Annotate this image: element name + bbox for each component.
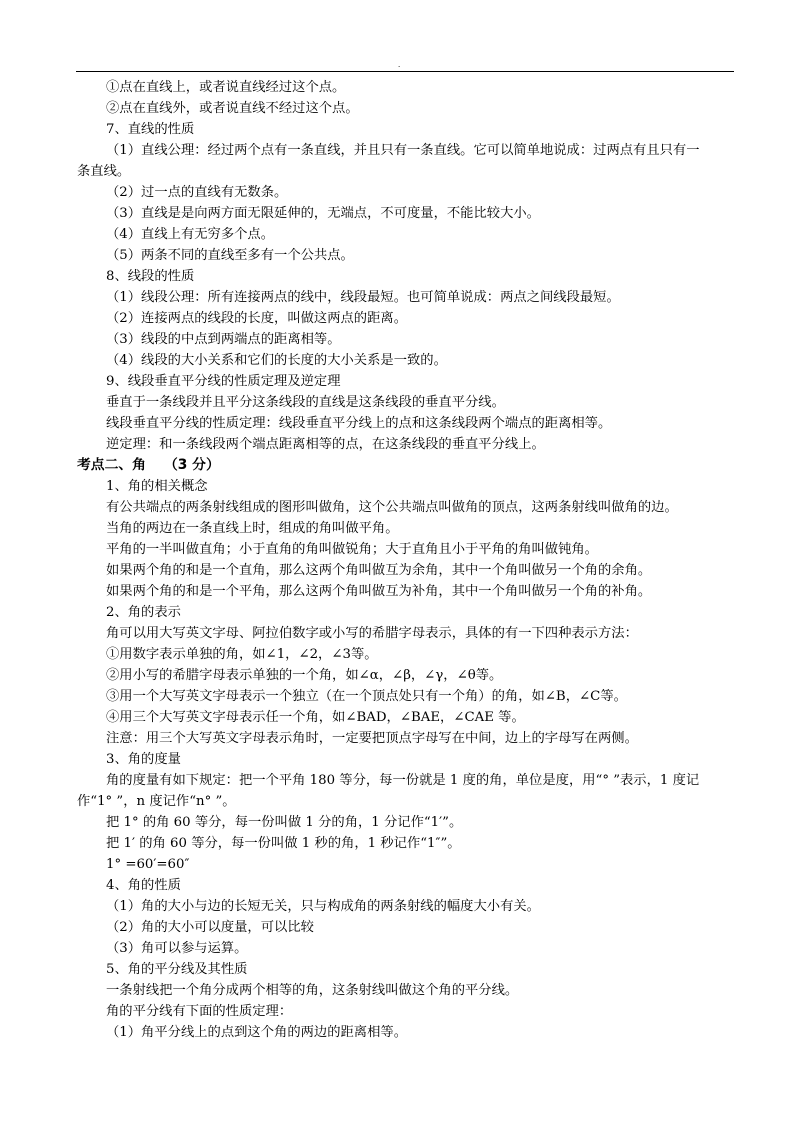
section-heading: 2、角的表示 [106, 605, 181, 620]
text-line: 平角的一半叫做直角；小于直角的角叫做锐角；大于直角且小于平角的角叫做钝角。 [106, 542, 598, 557]
section-heading: 9、线段垂直平分线的性质定理及逆定理 [106, 374, 341, 389]
section-heading: 3、角的度量 [106, 752, 181, 767]
text-line: ②点在直线外，或者说直线不经过这个点。 [106, 101, 359, 116]
text-line: 角可以用大写英文字母、阿拉伯数字或小写的希腊字母表示，具体的有一下四种表示方法： [106, 626, 638, 641]
text-line: 如果两个角的和是一个直角，那么这两个角叫做互为余角，其中一个角叫做另一个角的余角。 [106, 563, 652, 578]
text-line: （1）直线公理：经过两个点有一条直线，并且只有一条直线。它可以简单地说成：过两点有且只有一 [106, 143, 700, 158]
section-heading: 7、直线的性质 [106, 122, 195, 137]
text-line: （4）线段的大小关系和它们的长度的大小关系是一致的。 [106, 353, 447, 368]
text-line: （2）连接两点的线段的长度，叫做这两点的距离。 [106, 311, 407, 326]
text-line: （2）过一点的直线有无数条。 [106, 185, 288, 200]
section-heading: 4、角的性质 [106, 878, 181, 893]
text-line: （1）角平分线上的点到这个角的两边的距离相等。 [106, 1025, 407, 1040]
text-line: 作“1° ”，n 度记作“n° ”。 [77, 794, 236, 809]
text-line: ①用数字表示单独的角，如∠1，∠2，∠3等。 [106, 647, 378, 662]
text-line: （3）角可以参与运算。 [106, 941, 248, 956]
text-line: （3）线段的中点到两端点的距离相等。 [106, 332, 341, 347]
text-line: ②用小写的希腊字母表示单独的一个角，如∠α，∠β，∠γ，∠θ等。 [106, 668, 503, 683]
text-line: （1）线段公理：所有连接两点的线中，线段最短。也可简单说成：两点之间线段最短。 [106, 290, 620, 305]
text-line: 有公共端点的两条射线组成的图形叫做角，这个公共端点叫做角的顶点，这两条射线叫做角的边。 [106, 500, 678, 515]
header-rule [76, 71, 734, 72]
text-line: 角的度量有如下规定：把一个平角 180 等分，每一份就是 1 度的角，单位是度，用“° ”表示，1 度记 [106, 773, 700, 788]
text-line: （3）直线是是向两方面无限延伸的，无端点，不可度量，不能比较大小。 [106, 206, 540, 221]
text-line: 角的平分线有下面的性质定理： [106, 1004, 293, 1019]
text-line: 把 1° 的角 60 等分，每一份叫做 1 分的角，1 分记作“1′”。 [106, 815, 463, 830]
chapter-heading [77, 455, 220, 476]
text-line: 条直线。 [77, 164, 131, 179]
chapter-score: （3 分） [163, 457, 220, 473]
section-heading: 8、线段的性质 [106, 269, 195, 284]
text-line: 把 1′ 的角 60 等分，每一份叫做 1 秒的角，1 秒记作“1″”。 [106, 836, 461, 851]
text-line: 垂直于一条线段并且平分这条线段的直线是这条线段的垂直平分线。 [106, 395, 505, 410]
text-line: 注意：用三个大写英文字母表示角时，一定要把顶点字母写在中间，边上的字母写在两侧。 [106, 731, 638, 746]
text-line: 一条射线把一个角分成两个相等的角，这条射线叫做这个角的平分线。 [106, 983, 519, 998]
text-line: 逆定理：和一条线段两个端点距离相等的点，在这条线段的垂直平分线上。 [106, 437, 545, 452]
text-line: 当角的两边在一条直线上时，组成的角叫做平角。 [106, 521, 399, 536]
text-line: ①点在直线上，或者说直线经过这个点。 [106, 80, 346, 95]
text-line: 1° =60′=60″ [106, 857, 190, 872]
text-line: （1）角的大小与边的长短无关，只与构成角的两条射线的幅度大小有关。 [106, 899, 540, 914]
section-heading: 5、角的平分线及其性质 [106, 962, 248, 977]
header-mark: . [398, 61, 401, 69]
text-line: （2）角的大小可以度量，可以比较 [106, 920, 314, 935]
section-heading: 1、角的相关概念 [106, 479, 208, 494]
chapter-title: 考点二、角 [77, 457, 146, 473]
text-line: 如果两个角的和是一个平角，那么这两个角叫做互为补角，其中一个角叫做另一个角的补角。 [106, 584, 652, 599]
text-line: ④用三个大写英文字母表示任一个角，如∠BAD，∠BAE，∠CAE 等。 [106, 710, 525, 725]
text-line: ③用一个大写英文字母表示一个独立（在一个顶点处只有一个角）的角，如∠B，∠C等。 [106, 689, 627, 704]
text-line: （4）直线上有无穷多个点。 [106, 227, 275, 242]
text-line: （5）两条不同的直线至多有一个公共点。 [106, 248, 354, 263]
text-line: 线段垂直平分线的性质定理：线段垂直平分线上的点和这条线段两个端点的距离相等。 [106, 416, 612, 431]
